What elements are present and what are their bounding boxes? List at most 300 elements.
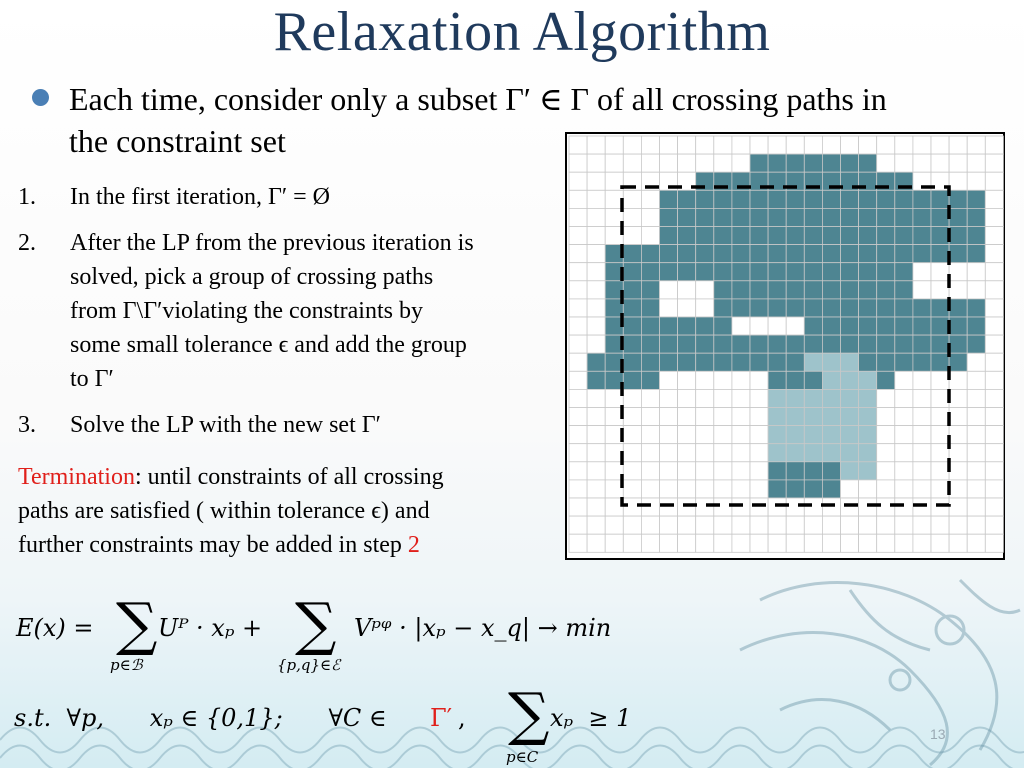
grid-cell bbox=[660, 227, 678, 245]
grid-cell bbox=[587, 317, 605, 335]
grid-cell bbox=[822, 281, 840, 299]
grid-cell bbox=[569, 389, 587, 407]
grid-cell bbox=[750, 426, 768, 444]
grid-cell bbox=[895, 444, 913, 462]
grid-cell bbox=[750, 534, 768, 552]
grid-cell bbox=[895, 371, 913, 389]
grid-cell bbox=[678, 299, 696, 317]
grid-cell bbox=[841, 190, 859, 208]
grid-cell bbox=[895, 299, 913, 317]
grid-cell bbox=[732, 208, 750, 226]
grid-cell bbox=[641, 317, 659, 335]
grid-cell bbox=[985, 317, 1003, 335]
grid-cell bbox=[985, 480, 1003, 498]
grid-cell bbox=[877, 389, 895, 407]
grid-cell bbox=[569, 136, 587, 154]
grid-cell bbox=[678, 444, 696, 462]
grid-cell bbox=[623, 227, 641, 245]
grid-cell bbox=[841, 462, 859, 480]
grid-cell bbox=[587, 516, 605, 534]
grid-cell bbox=[985, 353, 1003, 371]
grid-cell bbox=[985, 172, 1003, 190]
grid-cell bbox=[841, 408, 859, 426]
grid-cell bbox=[877, 353, 895, 371]
grid-cell bbox=[569, 353, 587, 371]
grid-cell bbox=[696, 498, 714, 516]
grid-cell bbox=[895, 534, 913, 552]
grid-cell bbox=[931, 281, 949, 299]
grid-cell bbox=[931, 371, 949, 389]
grid-cell bbox=[949, 389, 967, 407]
grid-cell bbox=[768, 245, 786, 263]
grid-cell bbox=[714, 516, 732, 534]
grid-cell bbox=[660, 136, 678, 154]
grid-cell bbox=[949, 516, 967, 534]
grid-cell bbox=[660, 353, 678, 371]
grid-cell bbox=[732, 389, 750, 407]
grid-cell bbox=[877, 516, 895, 534]
step-item bbox=[18, 180, 558, 214]
grid-cell bbox=[822, 317, 840, 335]
grid-cell bbox=[569, 245, 587, 263]
grid-cell bbox=[605, 154, 623, 172]
grid-cell bbox=[587, 426, 605, 444]
grid-cell bbox=[949, 371, 967, 389]
grid-cell bbox=[822, 299, 840, 317]
slide-title: Relaxation Algorithm bbox=[273, 1, 771, 63]
grid-cell bbox=[732, 480, 750, 498]
grid-cell bbox=[732, 317, 750, 335]
grid-cell bbox=[822, 534, 840, 552]
grid-cell bbox=[985, 335, 1003, 353]
grid-cell bbox=[859, 335, 877, 353]
grid-cell bbox=[949, 245, 967, 263]
grid-cell bbox=[732, 498, 750, 516]
grid-cell bbox=[877, 444, 895, 462]
grid-cell bbox=[913, 245, 931, 263]
grid-cell bbox=[931, 245, 949, 263]
step-number: 2. bbox=[18, 230, 36, 256]
grid-cell bbox=[660, 480, 678, 498]
grid-cell bbox=[587, 136, 605, 154]
grid-cell bbox=[841, 426, 859, 444]
grid-cell bbox=[641, 335, 659, 353]
equation-term-pairwise: Vᵖᵠ · |xₚ − x_q| → min bbox=[354, 614, 612, 642]
grid-cell bbox=[931, 480, 949, 498]
grid-cell bbox=[859, 227, 877, 245]
grid-cell bbox=[985, 516, 1003, 534]
grid-cell bbox=[822, 335, 840, 353]
grid-cell bbox=[768, 516, 786, 534]
grid-cell bbox=[750, 516, 768, 534]
step-item bbox=[18, 408, 558, 442]
termination-line-3 bbox=[18, 528, 558, 562]
grid-cell bbox=[786, 480, 804, 498]
grid-cell bbox=[877, 136, 895, 154]
termination-step-ref: 2 bbox=[407, 532, 420, 558]
grid-cell bbox=[678, 154, 696, 172]
grid-cell bbox=[623, 534, 641, 552]
grid-cell bbox=[750, 227, 768, 245]
grid-cell bbox=[913, 426, 931, 444]
grid-cell bbox=[660, 245, 678, 263]
grid-cell bbox=[587, 227, 605, 245]
grid-cell bbox=[804, 371, 822, 389]
grid-cell bbox=[623, 245, 641, 263]
grid-cell bbox=[732, 245, 750, 263]
sum-symbol: ∑ bbox=[116, 592, 158, 658]
grid-cell bbox=[895, 136, 913, 154]
grid-cell bbox=[895, 317, 913, 335]
grid-cell bbox=[786, 516, 804, 534]
grid-cell bbox=[641, 462, 659, 480]
grid-cell bbox=[678, 462, 696, 480]
grid-cell bbox=[895, 245, 913, 263]
grid-cell bbox=[841, 299, 859, 317]
grid-cell bbox=[768, 389, 786, 407]
grid-cell bbox=[569, 444, 587, 462]
equation-lhs: E(x) = bbox=[16, 614, 94, 642]
grid-cell bbox=[768, 317, 786, 335]
grid-cell bbox=[985, 534, 1003, 552]
grid-cell bbox=[895, 426, 913, 444]
grid-cell bbox=[660, 389, 678, 407]
grid-cell bbox=[696, 245, 714, 263]
grid-cell bbox=[967, 281, 985, 299]
grid-cell bbox=[786, 245, 804, 263]
grid-cell bbox=[623, 136, 641, 154]
grid-cell bbox=[913, 190, 931, 208]
grid-cell bbox=[768, 371, 786, 389]
grid-cell bbox=[804, 480, 822, 498]
grid-cell bbox=[587, 299, 605, 317]
grid-cell bbox=[768, 263, 786, 281]
grid-cell bbox=[985, 190, 1003, 208]
step-text: In the first iteration, Γ′ = Ø bbox=[70, 184, 330, 210]
grid-cell bbox=[768, 498, 786, 516]
grid-cell bbox=[623, 498, 641, 516]
step-number: 1. bbox=[18, 184, 36, 210]
grid-cell bbox=[985, 389, 1003, 407]
grid-cell bbox=[678, 353, 696, 371]
main-bullet-line-1: Each time, consider only a subset Γ′ ∈ Γ of all crossing paths in bbox=[69, 81, 887, 117]
grid-cell bbox=[623, 335, 641, 353]
step-text: from Γ\Γ′violating the constraints by bbox=[70, 298, 423, 324]
grid-cell bbox=[786, 444, 804, 462]
grid-cell bbox=[714, 317, 732, 335]
grid-cell bbox=[913, 371, 931, 389]
grid-cell bbox=[931, 408, 949, 426]
grid-cell bbox=[931, 389, 949, 407]
grid-cell bbox=[822, 444, 840, 462]
grid-cell bbox=[714, 462, 732, 480]
grid-cell bbox=[949, 299, 967, 317]
grid-cell bbox=[859, 245, 877, 263]
grid-cell bbox=[714, 281, 732, 299]
grid-cell bbox=[859, 263, 877, 281]
grid-cell bbox=[587, 408, 605, 426]
grid-cell bbox=[660, 281, 678, 299]
grid-cell bbox=[967, 444, 985, 462]
grid-cell bbox=[859, 136, 877, 154]
termination-line-2: paths are satisfied ( within tolerance ϵ) and bbox=[18, 498, 430, 524]
grid-cell bbox=[750, 317, 768, 335]
grid-cell bbox=[641, 263, 659, 281]
grid-cell bbox=[841, 208, 859, 226]
grid-cell bbox=[877, 317, 895, 335]
grid-cell bbox=[641, 408, 659, 426]
grid-cell bbox=[714, 136, 732, 154]
grid-cell bbox=[587, 245, 605, 263]
grid-cell bbox=[877, 426, 895, 444]
grid-cell bbox=[949, 462, 967, 480]
grid-cell bbox=[967, 335, 985, 353]
grid-cell bbox=[623, 317, 641, 335]
grid-cell bbox=[804, 444, 822, 462]
grid-cell bbox=[714, 408, 732, 426]
grid-cell bbox=[678, 480, 696, 498]
grid-cell bbox=[623, 263, 641, 281]
grid-cell bbox=[587, 498, 605, 516]
grid-cell bbox=[931, 317, 949, 335]
grid-cell bbox=[696, 462, 714, 480]
grid-cell bbox=[732, 462, 750, 480]
grid-cell bbox=[714, 208, 732, 226]
grid-cell bbox=[967, 534, 985, 552]
grid-cell bbox=[786, 408, 804, 426]
grid-cell bbox=[696, 426, 714, 444]
grid-cell bbox=[859, 498, 877, 516]
grid-cell bbox=[569, 335, 587, 353]
grid-cell bbox=[822, 190, 840, 208]
grid-cell bbox=[859, 371, 877, 389]
grid-cell bbox=[967, 371, 985, 389]
grid-cell bbox=[750, 299, 768, 317]
grid-cell bbox=[750, 190, 768, 208]
grid-cell bbox=[641, 190, 659, 208]
grid-cell bbox=[895, 408, 913, 426]
grid-cell bbox=[732, 299, 750, 317]
grid-cell bbox=[877, 498, 895, 516]
grid-cell bbox=[859, 208, 877, 226]
grid-cell bbox=[822, 154, 840, 172]
grid-cell bbox=[967, 263, 985, 281]
grid-cell bbox=[696, 281, 714, 299]
grid-cell bbox=[660, 299, 678, 317]
grid-cell bbox=[949, 534, 967, 552]
grid-cell bbox=[732, 534, 750, 552]
grid-cell bbox=[750, 408, 768, 426]
grid-cell bbox=[678, 335, 696, 353]
grid-cell bbox=[569, 462, 587, 480]
grid-cell bbox=[660, 444, 678, 462]
grid-cell bbox=[786, 462, 804, 480]
bullet-dot bbox=[32, 89, 49, 106]
grid-cell bbox=[641, 281, 659, 299]
grid-cell bbox=[804, 281, 822, 299]
grid-cell bbox=[877, 299, 895, 317]
step-item bbox=[18, 226, 558, 396]
grid-cell bbox=[967, 389, 985, 407]
grid-cell bbox=[804, 516, 822, 534]
grid-cell bbox=[804, 353, 822, 371]
grid-cell bbox=[587, 281, 605, 299]
grid-cell bbox=[913, 208, 931, 226]
grid-cell bbox=[985, 245, 1003, 263]
grid-cell bbox=[913, 281, 931, 299]
grid-cell bbox=[949, 480, 967, 498]
grid-cell bbox=[786, 353, 804, 371]
grid-cell bbox=[750, 263, 768, 281]
grid-cell bbox=[841, 227, 859, 245]
grid-cell bbox=[895, 227, 913, 245]
grid-cell bbox=[678, 263, 696, 281]
grid-cell bbox=[877, 208, 895, 226]
grid-cell bbox=[605, 534, 623, 552]
grid-cell bbox=[786, 281, 804, 299]
grid-cell bbox=[714, 154, 732, 172]
grid-cell bbox=[895, 498, 913, 516]
grid-cell bbox=[587, 462, 605, 480]
grid-cell bbox=[587, 263, 605, 281]
grid-cell bbox=[859, 534, 877, 552]
grid-cell bbox=[895, 462, 913, 480]
grid-cell bbox=[714, 190, 732, 208]
grid-cell bbox=[967, 136, 985, 154]
grid-cell bbox=[750, 245, 768, 263]
grid-cell bbox=[750, 498, 768, 516]
step-text: Solve the LP with the new set Γ′ bbox=[70, 412, 381, 438]
grid-cell bbox=[967, 408, 985, 426]
grid-cell bbox=[822, 462, 840, 480]
grid-cell bbox=[841, 516, 859, 534]
termination-line-1-rest: : until constraints of all crossing bbox=[134, 464, 444, 490]
grid-cell bbox=[714, 426, 732, 444]
grid-cell bbox=[859, 154, 877, 172]
grid-cell bbox=[841, 154, 859, 172]
grid-cell bbox=[696, 335, 714, 353]
grid-cell bbox=[750, 444, 768, 462]
grid-cell bbox=[985, 408, 1003, 426]
grid-cell bbox=[605, 136, 623, 154]
grid-cell bbox=[732, 516, 750, 534]
step-text: some small tolerance ϵ and add the group bbox=[70, 332, 467, 358]
grid-cell bbox=[931, 335, 949, 353]
grid-cell bbox=[696, 353, 714, 371]
grid-cell bbox=[822, 245, 840, 263]
grid-cell bbox=[569, 227, 587, 245]
grid-cell bbox=[732, 371, 750, 389]
sum-subscript: p∈ℬ bbox=[110, 656, 143, 674]
grid-cell bbox=[913, 462, 931, 480]
grid-cell bbox=[913, 227, 931, 245]
grid-cell bbox=[623, 444, 641, 462]
grid-cell bbox=[678, 245, 696, 263]
grid-cell bbox=[768, 208, 786, 226]
grid-cell bbox=[732, 335, 750, 353]
grid-cell bbox=[913, 389, 931, 407]
grid-cell bbox=[967, 353, 985, 371]
grid-cell bbox=[804, 190, 822, 208]
grid-cell bbox=[623, 426, 641, 444]
grid-cell bbox=[768, 281, 786, 299]
constraint-comma: , bbox=[458, 704, 466, 732]
grid-cell bbox=[985, 136, 1003, 154]
grid-cell bbox=[949, 408, 967, 426]
equation-term-unary: Uᴾ · xₚ + bbox=[158, 614, 263, 642]
grid-cell bbox=[804, 317, 822, 335]
grid-cell bbox=[660, 208, 678, 226]
grid-cell bbox=[804, 534, 822, 552]
grid-cell bbox=[569, 408, 587, 426]
step-list bbox=[18, 180, 558, 454]
grid-cell bbox=[750, 335, 768, 353]
grid-cell bbox=[641, 208, 659, 226]
grid-cell bbox=[913, 498, 931, 516]
grid-cell bbox=[714, 534, 732, 552]
grid-cell bbox=[895, 389, 913, 407]
grid-cell bbox=[587, 208, 605, 226]
grid-cell bbox=[895, 263, 913, 281]
grid-cell bbox=[985, 299, 1003, 317]
grid-cell bbox=[913, 263, 931, 281]
grid-cell bbox=[641, 389, 659, 407]
grid-cell bbox=[569, 498, 587, 516]
grid-cell bbox=[931, 299, 949, 317]
grid-cell bbox=[877, 408, 895, 426]
grid-cell bbox=[985, 281, 1003, 299]
grid-cell bbox=[768, 426, 786, 444]
grid-cell bbox=[949, 281, 967, 299]
grid-cell bbox=[786, 389, 804, 407]
grid-cell bbox=[913, 516, 931, 534]
grid-cell bbox=[587, 353, 605, 371]
grid-cell bbox=[786, 534, 804, 552]
grid-cell bbox=[949, 444, 967, 462]
grid-cell bbox=[569, 516, 587, 534]
grid-cell bbox=[569, 154, 587, 172]
grid-cell bbox=[804, 245, 822, 263]
grid-cell bbox=[841, 335, 859, 353]
grid-cell bbox=[967, 172, 985, 190]
grid-cell bbox=[786, 208, 804, 226]
grid-cell bbox=[895, 154, 913, 172]
grid-cell bbox=[895, 190, 913, 208]
grid-cell bbox=[913, 444, 931, 462]
grid-cell bbox=[804, 227, 822, 245]
grid-cell bbox=[714, 263, 732, 281]
grid-cell bbox=[768, 154, 786, 172]
grid-cell bbox=[732, 408, 750, 426]
grid-cell bbox=[696, 227, 714, 245]
grid-cell bbox=[859, 190, 877, 208]
grid-cell bbox=[768, 190, 786, 208]
grid-cell bbox=[768, 227, 786, 245]
grid-cell bbox=[569, 534, 587, 552]
grid-cell bbox=[678, 389, 696, 407]
grid-cell bbox=[641, 136, 659, 154]
grid-cell bbox=[587, 444, 605, 462]
grid-cell bbox=[985, 371, 1003, 389]
grid-cell bbox=[623, 190, 641, 208]
grid-cell bbox=[714, 335, 732, 353]
grid-cell bbox=[696, 136, 714, 154]
grid-cell bbox=[841, 534, 859, 552]
grid-cell bbox=[859, 462, 877, 480]
grid-cell bbox=[877, 335, 895, 353]
grid-cell bbox=[641, 480, 659, 498]
grid-cell bbox=[786, 371, 804, 389]
